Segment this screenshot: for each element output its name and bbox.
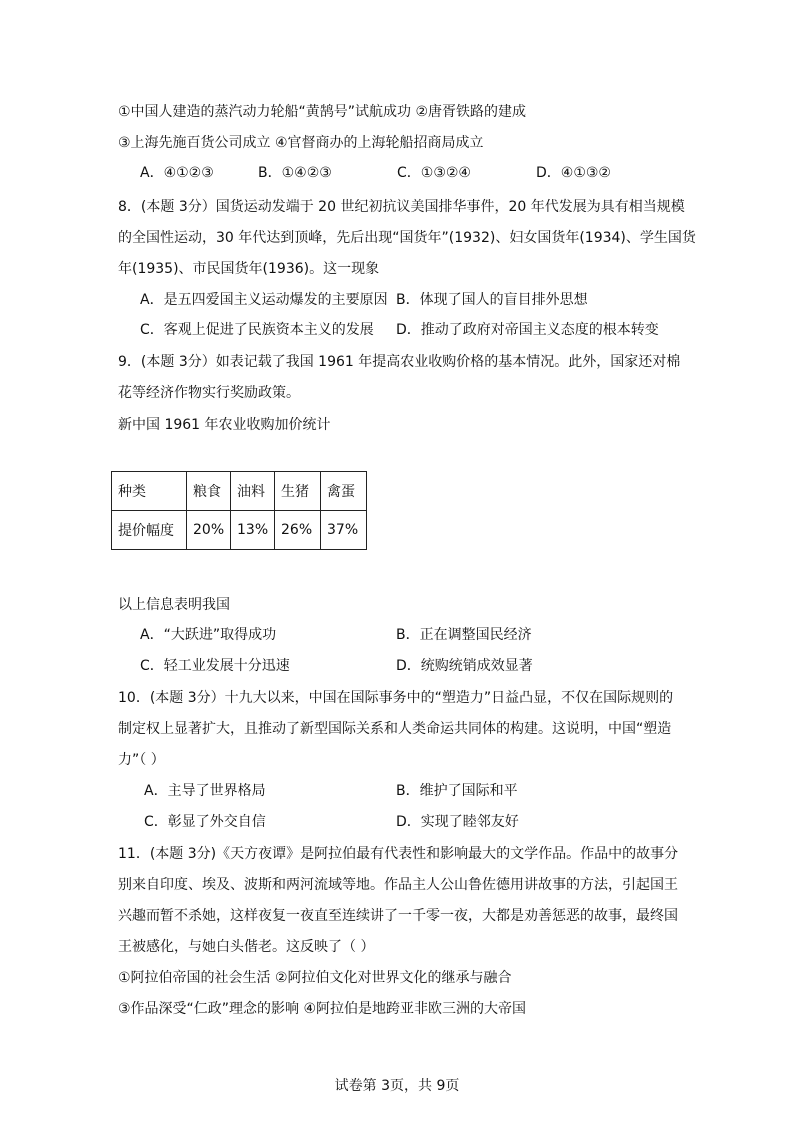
table-header-oil: 油料 [231,472,275,511]
q8-option-d[interactable]: D．推动了政府对帝国主义态度的根本转变 [396,322,659,338]
q10-option-d[interactable]: D．实现了睦邻友好 [396,814,519,830]
q8-stem-line-3: 年(1935)、市民国货年(1936)。这一现象 [118,261,380,277]
table-cell-grain: 20% [187,511,231,550]
q11-item-line-1: ①阿拉伯帝国的社会生活 ②阿拉伯文化对世界文化的继承与融合 [118,970,512,986]
q8-stem-line-1: 8．(本题 3分）国货运动发端于 20 世纪初抗议美国排华事件，20 年代发展为具有相当规模 [118,199,685,215]
table-header-egg: 禽蛋 [321,472,367,511]
table-cell-egg: 37% [321,511,367,550]
q11-stem-line-2: 别来自印度、埃及、波斯和两河流域等地。作品主人公山鲁佐德用讲故事的方法，引起国王 [118,877,678,893]
q10-stem-line-2: 制定权上显著扩大，且推动了新型国际关系和人类命运共同体的构建。这说明，中国“塑造 [118,721,672,737]
q11-item-line-2: ③作品深受“仁政”理念的影响 ④阿拉伯是地跨亚非欧三洲的大帝国 [118,1001,527,1017]
q7-option-c[interactable]: C．①③②④ [397,165,471,181]
q7-option-a[interactable]: A．④①②③ [140,165,214,181]
q10-stem-line-1: 10．(本题 3分）十九大以来，中国在国际事务中的“塑造力”日益凸显，不仅在国际规则的 [118,690,674,706]
table-header-pig: 生猪 [275,472,321,511]
q11-stem-line-4: 王被感化，与她白头偕老。这反映了（ ） [118,939,375,955]
table-header-grain: 粮食 [187,472,231,511]
q9-stem-line-1: 9．(本题 3分）如表记载了我国 1961 年提高农业收购价格的基本情况。此外，国家还对棉 [118,354,681,370]
q9-option-b[interactable]: B．正在调整国民经济 [396,627,532,643]
q7-item-line-2: ③上海先施百货公司成立 ④官督商办的上海轮船招商局成立 [118,135,484,151]
q10-option-a[interactable]: A．主导了世界格局 [144,783,266,799]
table-cell-pig: 26% [275,511,321,550]
table-header-category: 种类 [112,472,187,511]
table-cell-label: 提价幅度 [112,511,187,550]
q9-stem-line-2: 花等经济作物实行奖励政策。 [118,385,300,401]
q9-table-title: 新中国 1961 年农业收购加价统计 [118,417,331,433]
table-cell-oil: 13% [231,511,275,550]
q9-option-a[interactable]: A．“大跃进”取得成功 [140,627,277,643]
price-increase-table [111,471,367,550]
q10-option-c[interactable]: C．彰显了外交自信 [144,814,266,830]
q8-option-b[interactable]: B．体现了国人的盲目排外思想 [396,292,588,308]
q7-option-b[interactable]: B．①④②③ [258,165,332,181]
q9-option-c[interactable]: C．轻工业发展十分迅速 [140,658,290,674]
q11-stem-line-1: 11．(本题 3分)《天方夜谭》是阿拉伯最有代表性和影响最大的文学作品。作品中的故事分 [118,846,679,862]
q7-option-d[interactable]: D．④①③② [536,165,611,181]
q7-item-line-1: ①中国人建造的蒸汽动力轮船“黄鹄号”试航成功 ②唐胥铁路的建成 [118,104,527,120]
q9-stem-end: 以上信息表明我国 [118,597,230,613]
page-footer: 试卷第 3页，共 9页 [334,1078,460,1094]
q9-option-d[interactable]: D．统购统销成效显著 [396,658,533,674]
q8-option-a[interactable]: A．是五四爱国主义运动爆发的主要原因 [140,292,388,308]
q8-option-c[interactable]: C．客观上促进了民族资本主义的发展 [140,322,374,338]
q8-stem-line-2: 的全国性运动，30 年代达到顶峰，先后出现“国货年”(1932)、妇女国货年(1934)、学生国货 [118,230,696,246]
q10-stem-line-3: 力”（ ） [118,752,165,768]
q11-stem-line-3: 兴趣而暂不杀她，这样夜复一夜直至连续讲了一千零一夜，大都是劝善惩恶的故事，最终国 [118,908,678,924]
q10-option-b[interactable]: B．维护了国际和平 [396,783,518,799]
table-row [112,472,367,511]
table-row [112,511,367,550]
